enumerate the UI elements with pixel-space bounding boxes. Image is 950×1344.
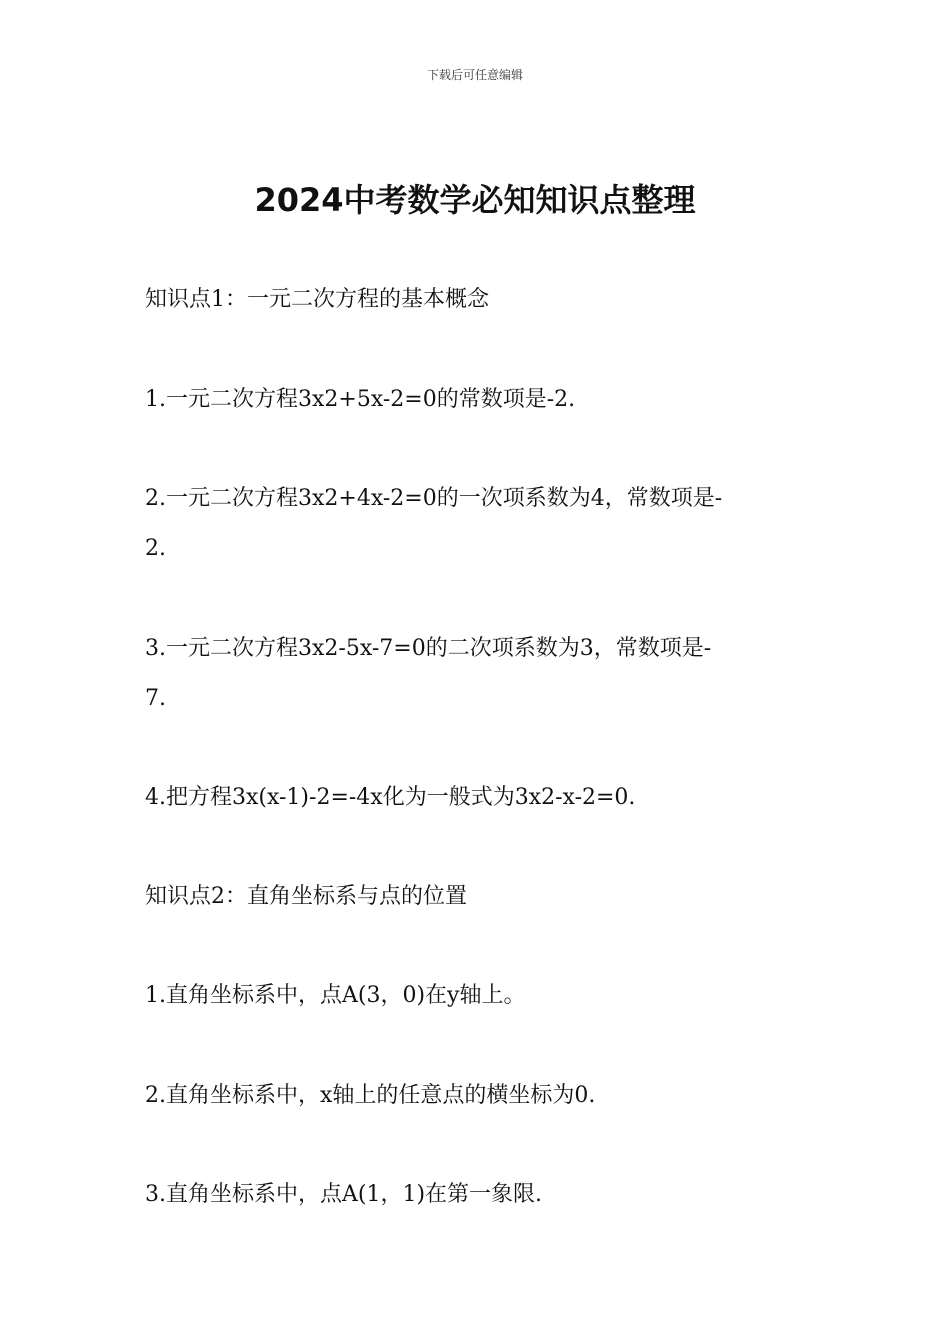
list-item: 4.把方程3x(x-1)-2=-4x化为一般式为3x2-x-2=0. xyxy=(145,785,636,810)
list-item-continuation: 2. xyxy=(145,536,166,561)
list-item: 2.直角坐标系中，x轴上的任意点的横坐标为0. xyxy=(145,1083,596,1108)
list-item-continuation: 7. xyxy=(145,686,166,711)
section-heading-1: 知识点1：一元二次方程的基本概念 xyxy=(145,287,489,312)
list-item: 1.一元二次方程3x2+5x-2=0的常数项是-2. xyxy=(145,387,576,412)
list-item: 3.直角坐标系中，点A(1，1)在第一象限. xyxy=(145,1182,543,1207)
document-title: 2024中考数学必知知识点整理 xyxy=(254,181,696,219)
section-heading-2: 知识点2：直角坐标系与点的位置 xyxy=(145,884,467,909)
list-item: 3.一元二次方程3x2-5x-7=0的二次项系数为3，常数项是- xyxy=(145,636,712,661)
list-item: 1.直角坐标系中，点A(3，0)在y轴上。 xyxy=(145,983,526,1008)
header-note: 下载后可任意编辑 xyxy=(426,68,523,82)
list-item: 2.一元二次方程3x2+4x-2=0的一次项系数为4，常数项是- xyxy=(145,486,723,511)
